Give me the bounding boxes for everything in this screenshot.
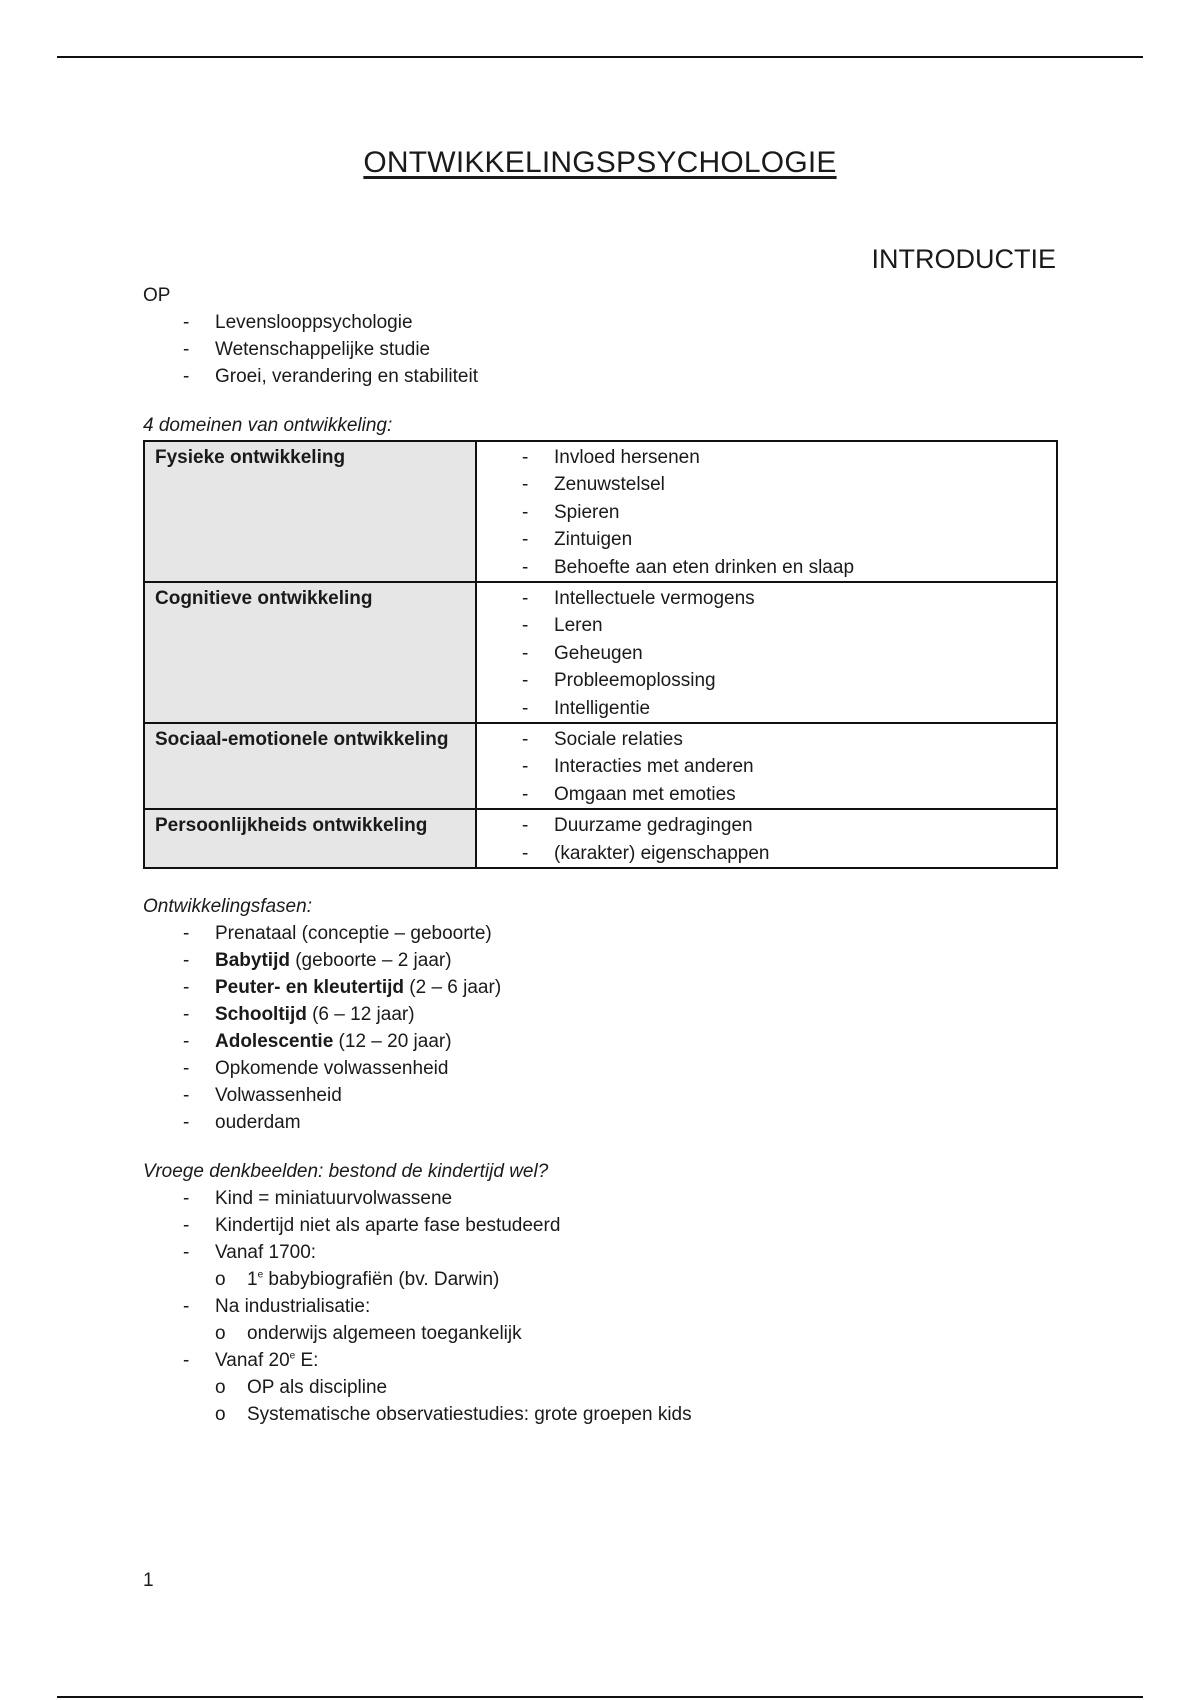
list-item: - Schooltijd (6 – 12 jaar) [183,1001,1058,1028]
table-row [144,441,1057,582]
sub-list-item: o onderwijs algemeen toegankelijk [215,1320,1058,1347]
list-item: - Leren [522,612,1046,639]
list-item: - Geheugen [522,640,1046,667]
list-item: - Omgaan met emoties [522,781,1046,808]
domain-items-list [477,812,1046,867]
list-item: - Intellectuele vermogens [522,585,1046,612]
early-ideas-list [143,1293,1058,1320]
list-item: - Intelligentie [522,695,1046,722]
list-item: - Groei, verandering en stabiliteit [183,363,1058,390]
phases-list [143,920,1058,1136]
table-row [144,809,1057,868]
domains-table [143,440,1058,869]
domain-items-list [477,585,1046,722]
header-rule [57,56,1143,58]
list-item: - Zintuigen [522,526,1046,553]
sub-list [143,1266,1058,1293]
list-item: - Adolescentie (12 – 20 jaar) [183,1028,1058,1055]
op-label: OP [143,285,171,306]
sub-list [143,1320,1058,1347]
footer-rule [57,1696,1143,1698]
list-item: - Prenataal (conceptie – geboorte) [183,920,1058,947]
list-item: - Interacties met anderen [522,753,1046,780]
table-row [144,723,1057,809]
sub-list-item: o OP als discipline [215,1374,1058,1401]
list-item: - Probleemoplossing [522,667,1046,694]
list-item: - Volwassenheid [183,1082,1058,1109]
sub-list [143,1374,1058,1428]
list-item: - Vanaf 1700: [183,1239,1058,1266]
list-item: - Peuter- en kleutertijd (2 – 6 jaar) [183,974,1058,1001]
list-item: - Vanaf 20e E: [183,1347,1058,1374]
domain-name: Sociaal-emotionele ontwikkeling [144,723,476,809]
list-item: - Kindertijd niet als aparte fase bestudeerd [183,1212,1058,1239]
list-item: - Levenslooppsychologie [183,309,1058,336]
domain-items-list [477,726,1046,808]
page-number: 1 [143,1570,154,1591]
list-item: - ouderdam [183,1109,1058,1136]
domain-name: Cognitieve ontwikkeling [144,582,476,723]
domain-name: Persoonlijkheids ontwikkeling [144,809,476,868]
document-title: ONTWIKKELINGSPSYCHOLOGIE [363,146,837,179]
early-ideas-label: Vroege denkbeelden: bestond de kindertijd wel? [143,1161,549,1183]
list-item: - Duurzame gedragingen [522,812,1046,839]
list-item: - Sociale relaties [522,726,1046,753]
domain-items-list [477,444,1046,581]
early-ideas-list [143,1347,1058,1374]
list-item: - (karakter) eigenschappen [522,840,1046,867]
op-list [143,309,1058,390]
list-item: - Invloed hersenen [522,444,1046,471]
list-item: - Na industrialisatie: [183,1293,1058,1320]
domain-name: Fysieke ontwikkeling [144,441,476,582]
list-item: - Zenuwstelsel [522,471,1046,498]
early-ideas-list [143,1185,1058,1266]
section-heading: INTRODUCTIE [871,244,1056,274]
domains-label: 4 domeinen van ontwikkeling: [143,415,393,436]
phases-label: Ontwikkelingsfasen: [143,896,312,918]
list-item: - Babytijd (geboorte – 2 jaar) [183,947,1058,974]
list-item: - Spieren [522,499,1046,526]
list-item: - Behoefte aan eten drinken en slaap [522,554,1046,581]
document-body [143,282,1058,1428]
list-item: - Opkomende volwassenheid [183,1055,1058,1082]
table-row [144,582,1057,723]
sub-list-item: o Systematische observatiestudies: grote groepen kids [215,1401,1058,1428]
list-item: - Kind = miniatuurvolwassene [183,1185,1058,1212]
sub-list-item: o 1e babybiografiën (bv. Darwin) [215,1266,1058,1293]
list-item: - Wetenschappelijke studie [183,336,1058,363]
